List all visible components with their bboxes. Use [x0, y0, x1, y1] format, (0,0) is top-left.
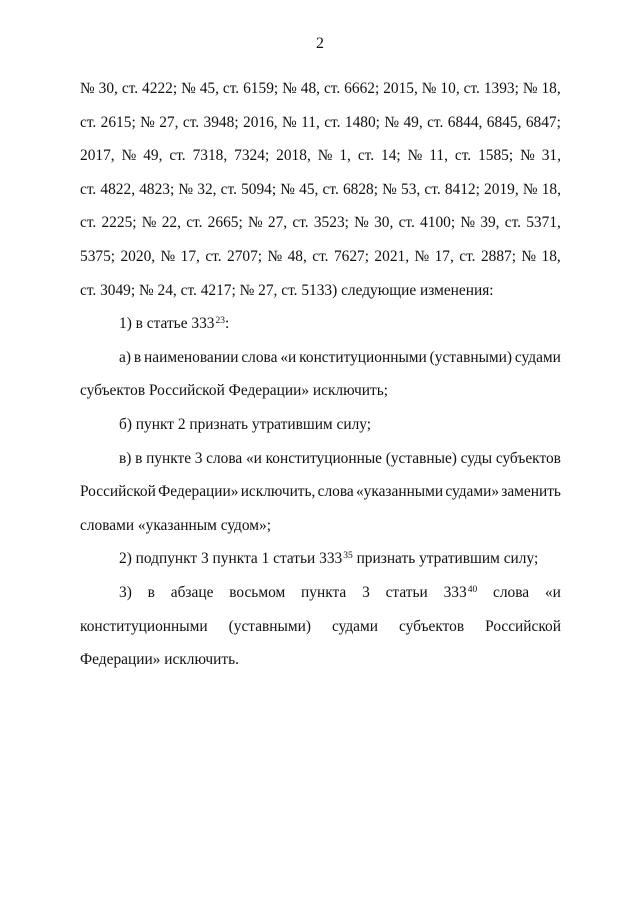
word: пункте — [146, 449, 192, 467]
text-line — [80, 475, 561, 509]
word: 53, — [401, 180, 421, 198]
text-line — [80, 442, 561, 476]
text-run: Российской — [485, 617, 561, 635]
word: ст. — [504, 214, 521, 232]
word: 2225; — [101, 214, 137, 232]
word — [399, 610, 464, 644]
word: ст. — [292, 214, 309, 232]
word — [332, 610, 378, 644]
word — [362, 576, 370, 610]
word — [520, 139, 535, 173]
page-number: 2 — [316, 35, 324, 52]
text-run: словами «указанным судом»; — [80, 516, 271, 534]
word: № — [181, 80, 196, 97]
word: ст. — [459, 247, 476, 265]
word: в — [135, 449, 143, 467]
text-run: № — [520, 147, 535, 165]
word — [318, 139, 333, 173]
word: 6844, — [447, 113, 483, 131]
word: ст. — [220, 180, 237, 198]
text-run: абзаце — [170, 583, 214, 601]
text-run: субъектов Российской Федерации» исключить; — [80, 382, 389, 400]
word: № — [247, 214, 263, 232]
word: конституционные — [265, 449, 383, 467]
text-run: № — [121, 147, 137, 165]
text-run: № — [407, 147, 423, 165]
text-run: 2) подпункт 3 пункта 1 статьи 333 — [119, 550, 343, 568]
word: 27, — [267, 214, 288, 232]
word: ст. — [182, 113, 200, 131]
text-run: 2017, — [80, 147, 115, 165]
word: конституционными — [299, 348, 427, 366]
word: 1480; — [344, 113, 380, 131]
word — [444, 576, 478, 613]
word: заменить — [501, 483, 561, 501]
word — [381, 139, 401, 173]
paragraph — [80, 341, 561, 408]
word — [493, 576, 529, 610]
text-line — [80, 542, 561, 576]
word — [119, 576, 132, 610]
line-content — [80, 374, 388, 408]
word — [429, 139, 448, 173]
word: 2019, — [484, 180, 519, 198]
word: субъектов — [495, 449, 561, 467]
word: 22, — [161, 214, 181, 232]
word: 2021, — [374, 247, 410, 265]
text-line — [80, 106, 561, 140]
text-line — [80, 307, 561, 341]
word: 2887; — [480, 247, 516, 265]
word: «указанными — [355, 483, 444, 501]
word: 49, — [403, 113, 423, 131]
word: № — [160, 247, 176, 265]
text-run: 7318, — [192, 147, 228, 165]
text-run: № — [317, 147, 333, 165]
word: 6828; — [342, 180, 379, 198]
word: № — [414, 247, 430, 265]
text-run: в — [147, 583, 155, 601]
text-run: ст. — [454, 147, 472, 165]
word: 17, — [434, 247, 454, 265]
word — [455, 139, 471, 173]
text-line — [80, 72, 561, 106]
line-content — [80, 274, 494, 308]
text-run: субъектов — [399, 617, 465, 635]
text-line — [80, 576, 561, 610]
word: слова — [241, 348, 278, 366]
text-run: ст. — [169, 147, 186, 165]
word: ст. — [463, 80, 480, 97]
word — [478, 139, 513, 173]
text-line — [80, 408, 561, 442]
word: № — [282, 80, 297, 97]
document-body — [80, 72, 561, 677]
text-run: 1) в статье 333 — [119, 315, 215, 333]
line-content — [119, 542, 538, 579]
word: 45, — [199, 80, 219, 97]
superscript: 23 — [215, 315, 225, 326]
word — [339, 139, 351, 173]
word — [229, 610, 311, 644]
word — [386, 576, 428, 610]
word: № — [382, 180, 397, 198]
word: судами» — [445, 483, 500, 501]
word: 10, — [440, 80, 460, 97]
text-run: судами — [331, 617, 378, 635]
word: в — [133, 348, 142, 366]
paragraph — [80, 442, 561, 543]
text-line — [80, 274, 561, 308]
text-run: 1, — [339, 147, 351, 165]
word: № — [267, 247, 283, 265]
word — [193, 139, 228, 173]
word: № — [522, 80, 538, 97]
text-run: конституционными — [80, 617, 208, 635]
word: 6159; — [243, 80, 279, 97]
word: 27, — [159, 113, 179, 131]
text-run: Федерации» исключить. — [80, 651, 239, 669]
text-run: 2018, — [276, 147, 311, 165]
word: № — [384, 113, 400, 131]
word: ст. — [80, 113, 97, 131]
word: ст. — [312, 247, 329, 265]
word: Федерации» — [158, 483, 239, 501]
line-content — [119, 408, 371, 442]
word: суды — [460, 449, 493, 467]
text-line — [80, 139, 561, 173]
text-line — [80, 509, 561, 543]
text-run: 49, — [143, 147, 163, 165]
text-run: восьмом — [229, 583, 286, 601]
word: № — [460, 214, 476, 232]
word: в) — [119, 449, 132, 467]
word: 4822, — [100, 180, 136, 198]
word: 3 — [194, 449, 203, 467]
text-run: (уставными) — [228, 617, 311, 635]
paragraph — [80, 576, 561, 677]
text-line — [80, 610, 561, 644]
word — [276, 139, 311, 173]
word: № — [280, 180, 295, 198]
word — [169, 139, 185, 173]
word: 18, — [541, 180, 561, 198]
text-run: : — [224, 315, 230, 333]
text-line — [80, 643, 561, 677]
word — [408, 139, 423, 173]
word: (уставными) — [429, 348, 513, 366]
word: 30, — [98, 80, 118, 97]
paragraph — [80, 307, 561, 341]
word: 2016, — [243, 113, 278, 131]
word: судами — [514, 348, 561, 366]
text-line — [80, 240, 561, 274]
superscript: 40 — [467, 584, 478, 595]
word: 6847; — [525, 113, 561, 131]
word: № — [140, 113, 155, 131]
text-run: ст. — [357, 147, 375, 165]
word: № — [521, 247, 537, 265]
text-run: 333 — [443, 583, 467, 601]
word: ст. — [80, 180, 97, 198]
line-content — [80, 509, 271, 543]
text-run: 31, — [541, 147, 561, 165]
text-line — [80, 374, 561, 408]
word: № — [80, 80, 95, 97]
word: 48, — [287, 247, 307, 265]
text-run: «и — [544, 583, 561, 601]
word: 45, — [299, 180, 319, 198]
word — [148, 576, 155, 610]
word: № — [141, 214, 157, 232]
word: № — [354, 214, 369, 232]
word: № — [178, 180, 194, 198]
word: ст. — [427, 113, 444, 131]
word: 11, — [301, 113, 320, 131]
word: 4222; — [142, 80, 178, 97]
line-content — [119, 307, 229, 344]
word: ст. — [323, 80, 341, 97]
word: ст. — [424, 180, 441, 198]
word — [485, 610, 561, 644]
word: «и — [245, 449, 262, 467]
text-run: признать утратившим силу; — [352, 550, 539, 568]
text-run: 3 — [362, 583, 370, 601]
word: слова — [317, 483, 354, 501]
word: 3523; — [313, 214, 349, 232]
text-run: ст. 3049; № 24, ст. 4217; № 27, ст. 5133) следующие изменения: — [80, 281, 494, 299]
word: 2665; — [207, 214, 243, 232]
word — [80, 610, 208, 644]
word: Российской — [80, 483, 156, 501]
word: № — [282, 113, 297, 131]
word — [542, 139, 561, 173]
word: 4100; — [420, 214, 456, 232]
word — [358, 139, 374, 173]
word — [234, 139, 269, 173]
text-run: слова — [493, 583, 530, 601]
paragraph — [80, 542, 561, 576]
word: 2015, — [383, 80, 418, 97]
text-run: 11, — [429, 147, 448, 165]
word: 18, — [541, 80, 561, 97]
text-line — [80, 173, 561, 207]
word: № — [421, 80, 437, 97]
word: 5094; — [241, 180, 277, 198]
word: ст. — [186, 214, 203, 232]
superscript: 35 — [343, 551, 353, 562]
word: слова — [206, 449, 243, 467]
word: 4823; — [139, 180, 175, 198]
text-run: пункта — [301, 583, 347, 601]
word — [229, 576, 285, 610]
word: а) — [119, 348, 131, 366]
text-run: 14; — [381, 147, 401, 165]
word: 2020, — [120, 247, 156, 265]
paragraph — [80, 408, 561, 442]
text-run: 7324; — [234, 147, 270, 165]
text-run: статьи — [385, 583, 428, 601]
word: 5375; — [80, 247, 116, 265]
word: (уставные) — [385, 449, 457, 467]
word: исключить, — [240, 483, 316, 501]
text-run: 3) — [119, 583, 132, 601]
word: № — [522, 180, 538, 198]
word: ст. — [324, 113, 341, 131]
word: 32, — [197, 180, 217, 198]
word: 18, — [541, 247, 561, 265]
word: ст. — [398, 214, 415, 232]
word: 8412; — [444, 180, 480, 198]
word — [171, 576, 214, 610]
word: 39, — [480, 214, 500, 232]
word: наименовании — [144, 348, 239, 366]
text-run: б) пункт 2 признать утратившим силу; — [119, 415, 372, 433]
word — [122, 139, 137, 173]
word: 1393; — [483, 80, 519, 97]
text-line — [80, 341, 561, 375]
word: ст. — [322, 180, 339, 198]
word: 2707; — [227, 247, 263, 265]
word: 3948; — [203, 113, 239, 131]
word: 30, — [374, 214, 394, 232]
word: 6845, — [486, 113, 522, 131]
word — [80, 139, 115, 173]
word: 6662; — [344, 80, 380, 97]
word: 17, — [180, 247, 200, 265]
word: ст. — [80, 214, 97, 232]
word: ст. — [121, 80, 139, 97]
word: ст. — [222, 80, 240, 97]
word — [301, 576, 346, 610]
text-line — [80, 206, 561, 240]
word: ст. — [205, 247, 222, 265]
text-run: 1585; — [478, 147, 514, 165]
line-content — [80, 643, 239, 677]
word — [545, 576, 561, 610]
word: 5371, — [526, 214, 561, 232]
word: 7627; — [333, 247, 369, 265]
word: «и — [280, 348, 297, 366]
word: 48, — [300, 80, 321, 97]
paragraph — [80, 72, 561, 307]
word: 2615; — [100, 113, 136, 131]
word — [143, 139, 162, 173]
